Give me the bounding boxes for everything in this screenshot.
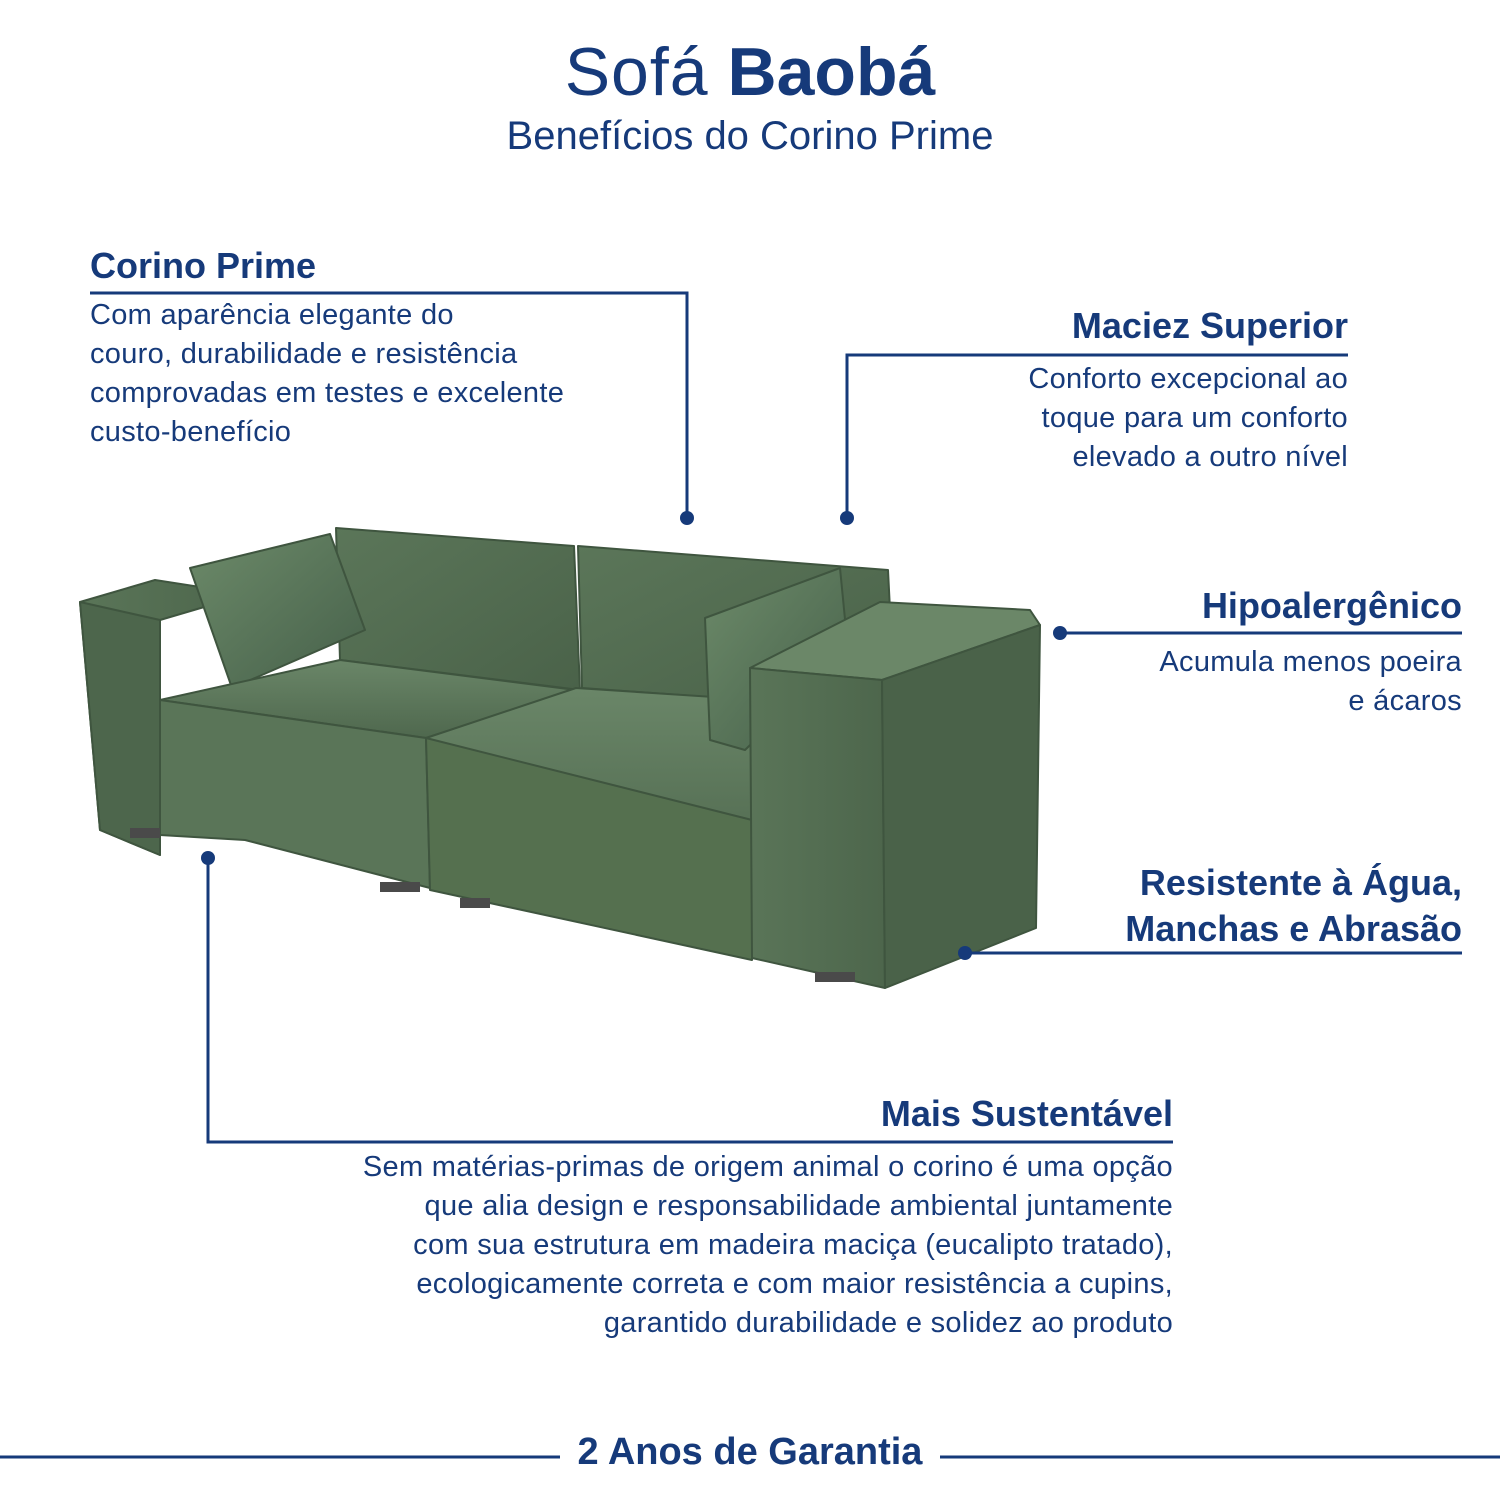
hipoalergenico-heading: Hipoalergênico (1201, 585, 1462, 626)
resistente-heading: Resistente à Água, Manchas e Abrasão (1125, 862, 1462, 949)
hipoalergenico-text: Acumula menos poeira e ácaros (1159, 646, 1462, 717)
sustentavel-heading: Mais Sustentável (880, 1093, 1173, 1134)
maciez-superior-heading: Maciez Superior (1071, 305, 1348, 346)
warranty-banner (0, 1428, 1500, 1476)
warranty-text: 2 Anos de Garantia (560, 1431, 941, 1473)
maciez-superior-text: Conforto excepcional ao toque para um conforto elevado a outro nível (1028, 363, 1348, 473)
corino-prime-text: Com aparência elegante do couro, durabilidade e resistência comprovadas em testes e excelente custo-benefício (90, 299, 565, 448)
title-light: Sofá (564, 34, 709, 110)
sofa (80, 528, 1040, 988)
corino-prime-heading: Corino Prime (90, 245, 317, 286)
title-bold: Baobá (727, 34, 936, 110)
page-subtitle: Benefícios do Corino Prime (506, 114, 994, 158)
sustentavel-text: Sem matérias-primas de origem animal o corino é uma opção que alia design e responsabilidade ambiental juntamente com sua estrutura em madeira maciça (eucalipto tratado), ecologicamente correta e com maior resistência a cupins, garantido durabilidade e solidez ao produto (362, 1151, 1173, 1339)
